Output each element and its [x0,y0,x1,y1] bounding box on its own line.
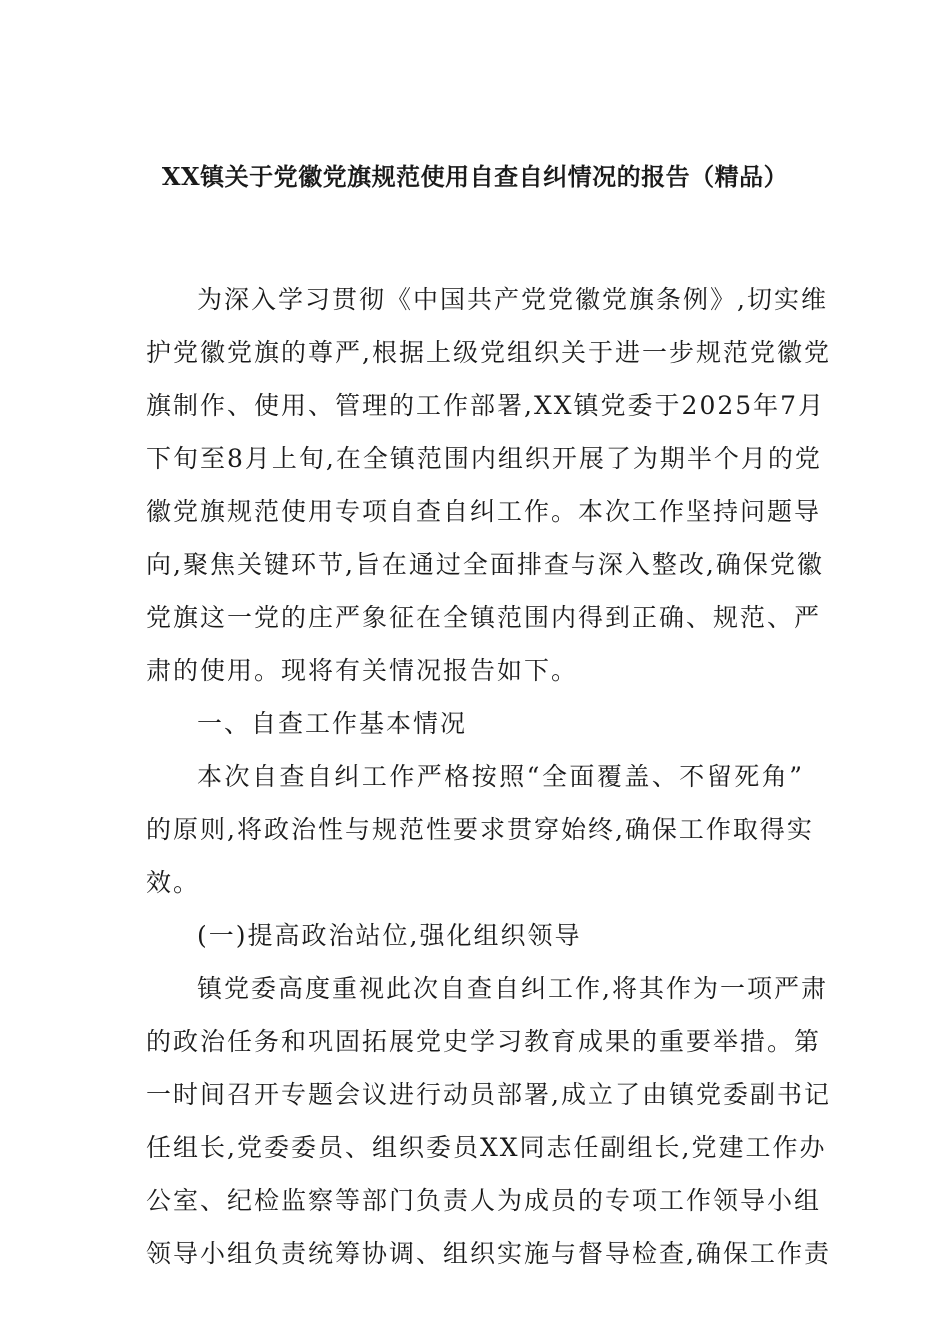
paragraph-1-line-4: 下旬至8月上旬,在全镇范围内组织开展了为期半个月的党 [146,444,822,473]
document-title: XX镇关于党徽党旗规范使用自查自纠情况的报告（精品） [161,162,789,191]
paragraph-3-line-5: 公室、纪检监察等部门负责人为成员的专项工作领导小组 [146,1186,822,1215]
paragraph-3-line-1: 镇党委高度重视此次自查自纠工作,将其作为一项严肃 [197,974,828,1003]
paragraph-1-line-5: 徽党旗规范使用专项自查自纠工作。本次工作坚持问题导 [146,497,822,526]
section-heading-1: 一、自查工作基本情况 [197,709,468,738]
paragraph-3-line-4: 任组长,党委委员、组织委员XX同志任副组长,党建工作办 [146,1133,827,1162]
subsection-heading-1: (一)提高政治站位,强化组织领导 [197,921,582,950]
paragraph-1-line-3: 旗制作、使用、管理的工作部署,XX镇党委于2025年7月 [146,391,826,420]
paragraph-1-line-2: 护党徽党旗的尊严,根据上级党组织关于进一步规范党徽党 [146,338,831,367]
paragraph-3-line-3: 一时间召开专题会议进行动员部署,成立了由镇党委副书记 [146,1080,831,1109]
paragraph-3-line-6: 领导小组负责统筹协调、组织实施与督导检查,确保工作责 [146,1239,831,1268]
paragraph-3-line-2: 的政治任务和巩固拓展党史学习教育成果的重要举措。第 [146,1027,822,1056]
paragraph-2-line-3: 效。 [146,868,201,897]
paragraph-1-line-6: 向,聚焦关键环节,旨在通过全面排查与深入整改,确保党徽 [146,550,824,579]
document-body [146,282,831,1289]
paragraph-1-line-8: 肃的使用。现将有关情况报告如下。 [146,656,579,685]
paragraph-1-line-7: 党旗这一党的庄严象征在全镇范围内得到正确、规范、严 [146,603,822,632]
paragraph-1-line-1: 为深入学习贯彻《中国共产党党徽党旗条例》,切实维 [197,285,828,314]
paragraph-2-line-2: 的原则,将政治性与规范性要求贯穿始终,确保工作取得实 [146,815,814,844]
paragraph-2-line-1: 本次自查自纠工作严格按照“全面覆盖、不留死角” [197,762,804,791]
